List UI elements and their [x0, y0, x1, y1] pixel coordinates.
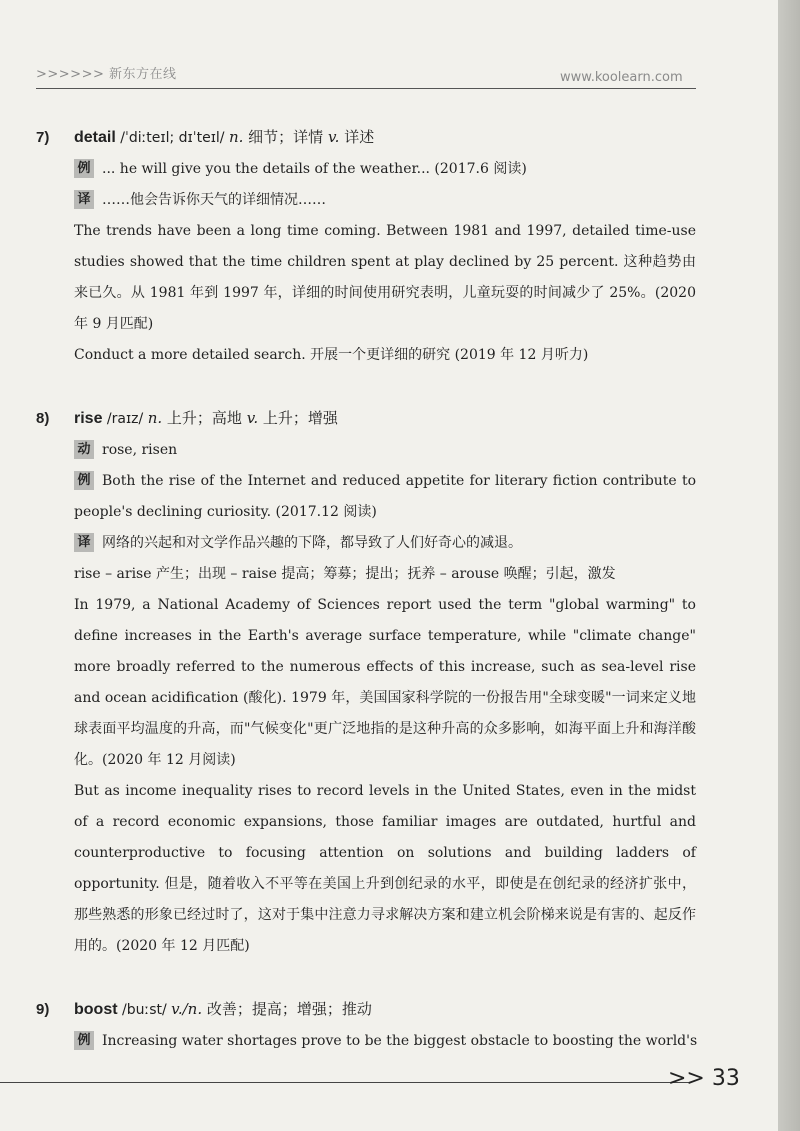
entry-headword-line [36, 994, 696, 1026]
meaning: 上升；高地 [162, 409, 247, 427]
example-paragraph: Conduct a more detailed search. 开展一个更详细的研究 (2019 年 12 月听力) [74, 347, 589, 363]
part-of-speech: v. [327, 128, 340, 146]
example-paragraph: The trends have been a long time coming. Between 1981 and 1997, detailed time-use studies showed that the time children spent at play declined by 25 percent. 这种趋势由来已久。从 1981 年到 1997 年，详细的时间使用研究表明，儿童玩耍的时间减少了 25%。(2020 年 9 月匹配) [74, 223, 696, 332]
part-of-speech: n. [228, 128, 244, 146]
verb-forms-tag: 动 [74, 440, 94, 459]
translation-tag: 译 [74, 190, 94, 209]
entry-number: 8) [36, 410, 50, 427]
example-text: Increasing water shortages prove to be the biggest obstacle to boosting the world's [102, 1033, 698, 1049]
pronunciation: /ˈdiːteɪl; dɪˈteɪl/ [115, 130, 229, 146]
meaning: 细节；详情 [243, 128, 328, 146]
example-line [36, 466, 696, 528]
meaning: 详述 [339, 128, 375, 146]
entry-boost [36, 994, 696, 1057]
page-edge-shadow [778, 0, 800, 1131]
entry-headword-line [36, 403, 696, 435]
page-content [36, 122, 696, 1057]
footer-divider [0, 1082, 690, 1083]
entry-rise [36, 403, 696, 962]
part-of-speech: n. [147, 409, 163, 427]
example-line [36, 1026, 696, 1057]
example-tag: 例 [74, 159, 94, 178]
pronunciation: /raɪz/ [102, 411, 148, 427]
headword: rise [74, 410, 103, 427]
pronunciation: /buːst/ [117, 1002, 172, 1018]
header-divider [36, 88, 696, 89]
translation-text: 网络的兴起和对文学作品兴趣的下降，都导致了人们好奇心的减退。 [102, 535, 522, 551]
entry-headword-line [36, 122, 696, 154]
example-paragraph: But as income inequality rises to record levels in the United States, even in the midst of a record economic expansions, those familiar images are outdated, hurtful and counterproductive to focusing attention on solutions and building ladders of opportunity. 但是，随着收入不平等在美国上升到创纪录的水平，即使是在创纪录的经济扩张中，那些熟悉的形象已经过时了，这对于集中注意力寻求解决方案和建立机会阶梯来说是有害的、起反作用的。(2020 年 12 月匹配) [74, 783, 696, 954]
entry-number: 9) [36, 1001, 50, 1018]
translation-tag: 译 [74, 533, 94, 552]
header-left-text: >>>>>> 新东方在线 [36, 67, 177, 82]
entry-number: 7) [36, 129, 50, 146]
example-tag: 例 [74, 471, 94, 490]
example-text: Both the rise of the Internet and reduced appetite for literary fiction contribute to people's declining curiosity. (2017.12 阅读) [74, 473, 696, 520]
word-family-line: rise – arise 产生；出现 – raise 提高；筹募；提出；抚养 – arouse 唤醒；引起，激发 [74, 566, 616, 582]
translation-line [36, 528, 696, 559]
header-website: www.koolearn.com [560, 70, 683, 85]
part-of-speech: v./n. [171, 1000, 203, 1018]
headword: boost [74, 1001, 118, 1018]
verb-forms-line [36, 435, 696, 466]
example-tag: 例 [74, 1031, 94, 1050]
meaning: 改善；提高；增强；推动 [202, 1000, 372, 1018]
entry-detail [36, 122, 696, 371]
translation-line [36, 185, 696, 216]
part-of-speech: v. [246, 409, 259, 427]
meaning: 上升；增强 [258, 409, 338, 427]
headword: detail [74, 129, 116, 146]
example-line [36, 154, 696, 185]
example-paragraph: In 1979, a National Academy of Sciences report used the term "global warming" to define increases in the Earth's average surface temperature, while "climate change" more broadly referred to the numerous effects of this increase, such as sea-level rise and ocean acidification (酸化). 1979 年，美国国家科学院的一份报告用"全球变暖"一词来定义地球表面平均温度的升高，而"气候变化"更广泛地指的是这种升高的众多影响，如海平面上升和海洋酸化。(2020 年 12 月阅读) [74, 597, 696, 768]
example-text: ... he will give you the details of the weather... (2017.6 阅读) [102, 161, 527, 177]
verb-forms-text: rose, risen [102, 442, 178, 458]
page-number: >> 33 [668, 1066, 740, 1091]
translation-text: ……他会告诉你天气的详细情况…… [102, 192, 326, 208]
